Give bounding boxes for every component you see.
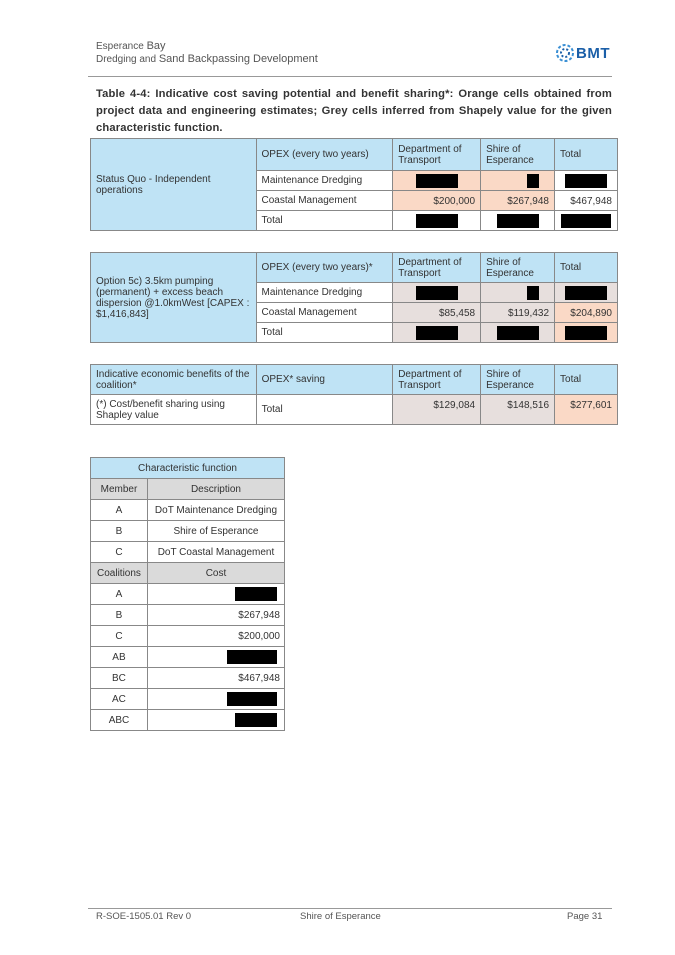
redacted-cell (481, 211, 555, 231)
col-shire-header: Shire of Esperance (481, 365, 555, 395)
bmt-globe-icon (556, 42, 578, 66)
header-line2-big: Sand Backpassing Development (158, 53, 318, 65)
col-shire-header: Shire of Esperance (481, 253, 555, 283)
redacted-cell (147, 584, 284, 605)
bmt-logo (556, 42, 616, 66)
cost-header: Cost (147, 563, 284, 584)
coalition-id: A (91, 584, 148, 605)
redacted-cell (393, 171, 481, 191)
redacted-cell (554, 211, 617, 231)
member-id: B (91, 521, 148, 542)
coalition-id: AB (91, 647, 148, 668)
col-total-header: Total (555, 365, 618, 395)
redacted-cell (555, 323, 618, 343)
benefits-label: Indicative economic benefits of the coalition* (91, 365, 257, 395)
table-caption: Table 4-4: Indicative cost saving potential and benefit sharing*: Orange cells obtained from project data and engineering estimates; Grey cells inferred from Shapely value for the given characteristic function. (96, 88, 612, 134)
col-shire-header: Shire of Esperance (481, 139, 555, 171)
redacted-cell (147, 647, 284, 668)
total-value: $204,890 (555, 303, 618, 323)
redacted-cell (393, 283, 481, 303)
coalition-id: BC (91, 668, 148, 689)
redacted-cell (554, 171, 617, 191)
row-label: Maintenance Dredging (256, 283, 393, 303)
row-label: Maintenance Dredging (256, 171, 393, 191)
total-value: $277,601 (555, 395, 618, 425)
description-header: Description (147, 479, 284, 500)
opex-header: OPEX (every two years) (256, 139, 393, 171)
header-line2-small: Dredging and (96, 54, 157, 65)
col-total-header: Total (555, 253, 618, 283)
redacted-cell (555, 283, 618, 303)
header-line1-big: Bay (146, 40, 166, 52)
redacted-cell (147, 689, 284, 710)
opex-saving-header: OPEX* saving (256, 365, 393, 395)
coalition-cost: $267,948 (147, 605, 284, 626)
member-desc: Shire of Esperance (147, 521, 284, 542)
footer-rule (88, 908, 612, 909)
opex-header: OPEX (every two years)* (256, 253, 393, 283)
col-total-header: Total (554, 139, 617, 171)
status-quo-table (90, 138, 618, 231)
shapley-note: (*) Cost/benefit sharing using Shapley value (91, 395, 257, 425)
col-dot-header: Department of Transport (393, 365, 481, 395)
redacted-cell (393, 323, 481, 343)
row-label: Total (256, 395, 393, 425)
characteristic-function-table (90, 457, 285, 731)
redacted-cell (393, 211, 481, 231)
row-label: Total (256, 211, 393, 231)
running-header (96, 40, 318, 66)
benefits-table (90, 364, 618, 425)
page-number: Page 31 (567, 911, 603, 922)
doc-reference: R-SOE-1505.01 Rev 0 (96, 911, 192, 922)
dot-value: $129,084 (393, 395, 481, 425)
dot-value: $200,000 (393, 191, 481, 211)
redacted-cell (481, 283, 555, 303)
coalition-cost: $467,948 (147, 668, 284, 689)
member-id: A (91, 500, 148, 521)
coalition-id: AC (91, 689, 148, 710)
coalitions-header: Coalitions (91, 563, 148, 584)
redacted-cell (481, 171, 555, 191)
header-rule (88, 76, 612, 77)
coalition-id: ABC (91, 710, 148, 731)
member-header: Member (91, 479, 148, 500)
redacted-cell (147, 710, 284, 731)
member-desc: DoT Coastal Management (147, 542, 284, 563)
logo-text: BMT (576, 45, 610, 62)
coalition-id: C (91, 626, 148, 647)
row-label: Coastal Management (256, 191, 393, 211)
coalition-id: B (91, 605, 148, 626)
header-line1-small: Esperance (96, 41, 144, 52)
row-label: Coastal Management (256, 303, 393, 323)
total-value: $467,948 (554, 191, 617, 211)
col-dot-header: Department of Transport (393, 139, 481, 171)
redacted-cell (481, 323, 555, 343)
shire-value: $267,948 (481, 191, 555, 211)
member-desc: DoT Maintenance Dredging (147, 500, 284, 521)
shire-value: $148,516 (481, 395, 555, 425)
shire-value: $119,432 (481, 303, 555, 323)
scenario-label: Status Quo - Independent operations (91, 139, 257, 231)
member-id: C (91, 542, 148, 563)
coalition-cost: $200,000 (147, 626, 284, 647)
cf-title: Characteristic function (91, 458, 285, 479)
col-dot-header: Department of Transport (393, 253, 481, 283)
dot-value: $85,458 (393, 303, 481, 323)
scenario-label: Option 5c) 3.5km pumping (permanent) + excess beach dispersion @1.0kmWest [CAPEX : $1,416,843] (91, 253, 257, 343)
row-label: Total (256, 323, 393, 343)
footer-organisation: Shire of Esperance (300, 911, 381, 922)
option-5c-table (90, 252, 618, 343)
